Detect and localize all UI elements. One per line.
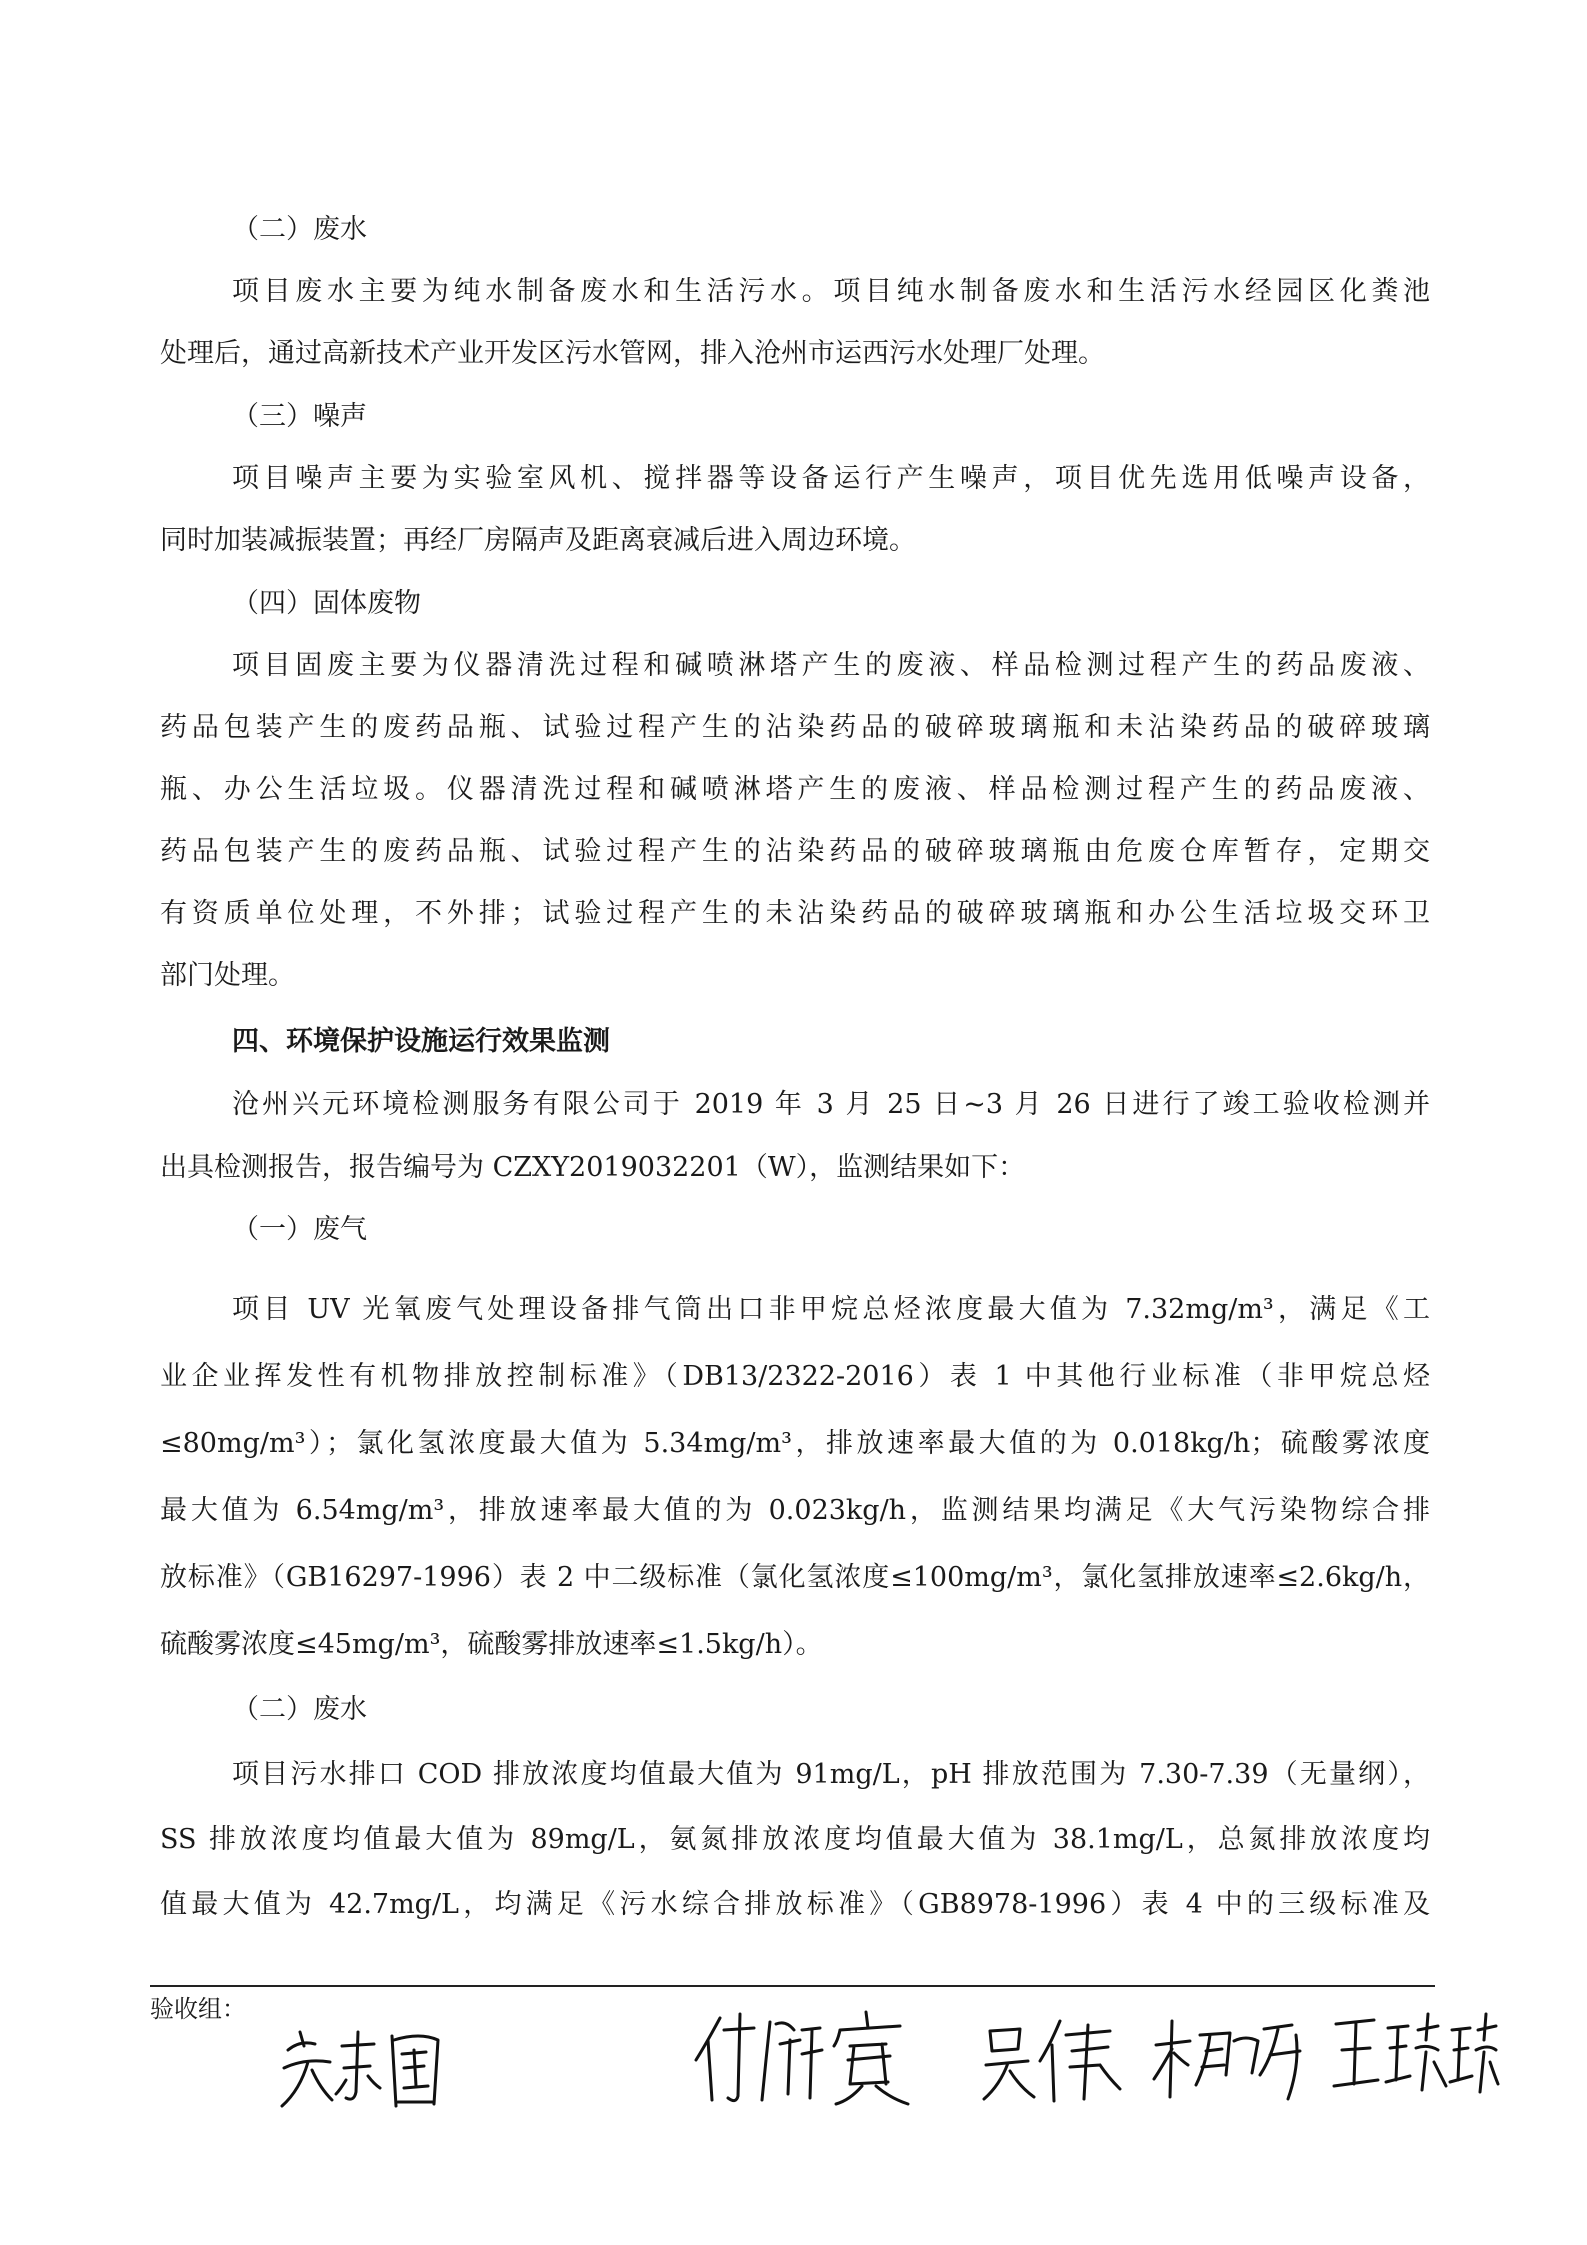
paragraph-line: 项目固废主要为仪器清洗过程和碱喷淋塔产生的废液、样品检测过程产生的药品废液、 — [232, 650, 1430, 681]
section-heading-exhaust-gas: （一）废气 — [232, 1214, 367, 1245]
paragraph-line: 值最大值为 42.7mg/L，均满足《污水综合排放标准》（GB8978-1996）表 4 中的三级标准及 — [160, 1889, 1430, 1920]
signature-image — [690, 2000, 920, 2110]
acceptance-group-label: 验收组： — [150, 1995, 246, 2023]
section-heading-monitoring: 四、环境保护设施运行效果监测 — [232, 1026, 610, 1057]
paragraph-line: 瓶、办公生活垃圾。仪器清洗过程和碱喷淋塔产生的废液、样品检测过程产生的药品废液、 — [160, 774, 1430, 805]
paragraph-line: 放标准》（GB16297-1996）表 2 中二级标准（氯化氢浓度≤100mg/m³，氯化氢排放速率≤2.6kg/h， — [160, 1562, 1430, 1593]
section-heading-wastewater-results: （二）废水 — [232, 1694, 367, 1725]
paragraph-line: 同时加装减振装置；再经厂房隔声及距离衰减后进入周边环境。 — [160, 525, 916, 556]
paragraph-line: 最大值为 6.54mg/m³，排放速率最大值的为 0.023kg/h，监测结果均满足《大气污染物综合排 — [160, 1495, 1430, 1526]
section-heading-noise: （三）噪声 — [232, 401, 367, 432]
paragraph-line: 处理后，通过高新技术产业开发区污水管网，排入沧州市运西污水处理厂处理。 — [160, 338, 1105, 369]
section-heading-wastewater: （二）废水 — [232, 214, 367, 245]
paragraph-line: 硫酸雾浓度≤45mg/m³，硫酸雾排放速率≤1.5kg/h）。 — [160, 1629, 823, 1660]
signature-image — [980, 2005, 1130, 2105]
paragraph-line: 有资质单位处理，不外排；试验过程产生的未沾染药品的破碎玻璃瓶和办公生活垃圾交环卫 — [160, 898, 1430, 929]
paragraph-line: 部门处理。 — [160, 960, 295, 991]
paragraph-line: 项目污水排口 COD 排放浓度均值最大值为 91mg/L，pH 排放范围为 7.30-7.39（无量纲）， — [232, 1759, 1430, 1790]
paragraph-line: ≤80mg/m³）；氯化氢浓度最大值为 5.34mg/m³，排放速率最大值的为 0.018kg/h；硫酸雾浓度 — [160, 1428, 1430, 1459]
paragraph-line: 药品包装产生的废药品瓶、试验过程产生的沾染药品的破碎玻璃瓶由危废仓库暂存，定期交 — [160, 836, 1430, 867]
paragraph-line: SS 排放浓度均值最大值为 89mg/L，氨氮排放浓度均值最大值为 38.1mg/L，总氮排放浓度均 — [160, 1824, 1430, 1855]
footer-divider — [150, 1985, 1435, 1987]
paragraph-line: 沧州兴元环境检测服务有限公司于 2019 年 3 月 25 日~3 月 26 日进行了竣工验收检测并 — [232, 1089, 1430, 1120]
signature-image — [1150, 2005, 1310, 2105]
paragraph-line: 项目噪声主要为实验室风机、搅拌器等设备运行产生噪声，项目优先选用低噪声设备， — [232, 463, 1430, 494]
paragraph-line: 出具检测报告，报告编号为 CZXY2019032201（W），监测结果如下： — [160, 1152, 1026, 1183]
signature-image — [270, 2010, 450, 2120]
signature-image — [1330, 2000, 1500, 2100]
paragraph-line: 项目废水主要为纯水制备废水和生活污水。项目纯水制备废水和生活污水经园区化粪池 — [232, 276, 1430, 307]
section-heading-solid-waste: （四）固体废物 — [232, 588, 421, 619]
paragraph-line: 业企业挥发性有机物排放控制标准》（DB13/2322-2016）表 1 中其他行业标准（非甲烷总烃 — [160, 1361, 1430, 1392]
paragraph-line: 项目 UV 光氧废气处理设备排气筒出口非甲烷总烃浓度最大值为 7.32mg/m³，满足《工 — [232, 1294, 1430, 1325]
paragraph-line: 药品包装产生的废药品瓶、试验过程产生的沾染药品的破碎玻璃瓶和未沾染药品的破碎玻璃 — [160, 712, 1430, 743]
